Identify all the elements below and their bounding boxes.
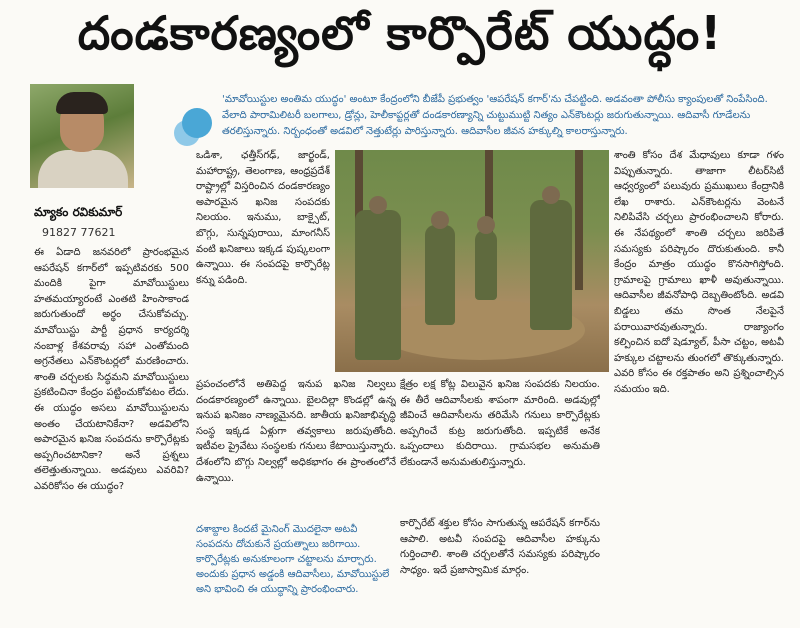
author-name: మ్యాకం రవికుమార్ — [34, 205, 123, 219]
article-column-5 — [614, 148, 784, 618]
article-column-2 — [196, 148, 330, 368]
soldiers-photo — [335, 150, 609, 372]
article-text: క్షేత్రం లక్ష కోట్ల విలువైన ఖనిజ సంపదకు నిలయం. ఈ తీరే ఆదివాసీలకు శాపంగా మారింది. అడవుల్లో జీవించే ఆదివాసీలను తరిమేసి గనులు కార్పొరేట్లకు అప్పగించే కుట్ర జరుగుతోంది. ఇప్పటికే అనేక ఒప్పందాలు కుదిరాయి. గ్రామసభల అనుమతి లేకుండానే అనుమతులిస్తున్నారు. — [400, 379, 600, 468]
article-text: ఈ ఏడాది జనవరిలో ప్రారంభమైన ఆపరేషన్ కగార్‌లో ఇప్పటివరకు 500 మందికి పైగా మావోయిస్టులు హతమయ్యారంటే ఎంతటి హింసాకాండ జరుగుతుందో అర్థం చేసుకోవచ్చు. మావోయిస్టు పార్టీ ప్రధాన కార్యదర్శి నంబాళ్ల కేశవరావు సహా ఎంతోమంది అగ్రనేతలు ఎన్‌కౌంటర్లలో మరణించారు. శాంతి చర్చలకు సిద్ధమని మావోయిస్టులు ప్రకటించినా కేంద్రం పట్టించుకోవటం లేదు. ఈ యుద్ధం అసలు మావోయిస్టులను అంతం చేయటానికేనా? అడవిలోని అపారమైన ఖనిజ సంపదను కార్పొరేట్లకు అప్పగించటానికా? అనే ప్రశ్నలు తలెత్తుతున్నాయి. అడవులు ఎవరివి? ఎవరికోసం ఈ యుద్ధం? — [34, 247, 189, 492]
author-phone: 91827 77621 — [42, 226, 116, 239]
article-column-3 — [196, 377, 396, 515]
lead-bubble-icon — [182, 108, 212, 138]
article-column-1 — [34, 245, 189, 617]
article-text: ఒడిశా, ఛత్తీస్‌గఢ్, జార్ఖండ్, మహారాష్ట్ర, తెలంగాణ, ఆంధ్రప్రదేశ్ రాష్ట్రాల్లో విస్తరించిన దండకారణ్యం అపారమైన ఖనిజ సంపదకు నిలయం. ఇనుము, బాక్సైట్, బొగ్గు, సున్నపురాయి, మాంగనీస్ వంటి ఖనిజాలు ఇక్కడ పుష్కలంగా ఉన్నాయి. ఈ సంపదపై కార్పొరేట్ల కన్ను పడింది. — [196, 150, 330, 286]
headline: దండకారణ్యంలో కార్పొరేట్ యుద్ధం! — [77, 6, 723, 60]
lead-paragraph: 'మావోయిస్టుల అంతిమ యుద్ధం' అంటూ కేంద్రంలోని బీజేపీ ప్రభుత్వం 'ఆపరేషన్ కగార్'ను చేపట్టింది. అడవంతా పోలీసు క్యాంపులతో నింపేసింది. వేలాది పారామిలిటరీ బలగాలు, డ్రోన్లు, హెలీకాప్టర్లతో దండకారణ్యాన్ని చుట్టుముట్టి నిత్యం ఎన్‌కౌంటర్లు జరుగుతున్నాయి. ఆదివాసీ గూడేలను తరలిస్తున్నారు. నిర్బంధంతో అడవిలో నెత్తుటేర్లు పారిస్తున్నారు. ఆదివాసీల జీవన హక్కుల్ని కాలరాస్తున్నారు. — [222, 94, 768, 137]
article-column-4 — [400, 377, 600, 515]
article-text: కార్పొరేట్ శక్తుల కోసం సాగుతున్న ఆపరేషన్ కగార్‌ను ఆపాలి. అటవీ సంపదపై ఆదివాసీల హక్కును గుర్తించాలి. శాంతి చర్చలతోనే సమస్యకు పరిష్కారం సాధ్యం. ఇదే ప్రజాస్వామిక మార్గం. — [400, 518, 600, 576]
photo-caption: దశాబ్దాల కిందటే మైనింగ్ మొదలైనా అటవీ సంపదను దోచుకునే ప్రయత్నాలు జరిగాయి. కార్పొరేట్లకు అనుకూలంగా చట్టాలను మార్చారు. అందుకు ప్రధాన అడ్డంకి ఆదివాసీలు, మావోయిస్టులే అని భావించి ఈ యుద్ధాన్ని ప్రారంభించారు. — [196, 524, 390, 595]
article-text: శాంతి కోసం దేశ మేధావులు కూడా గళం విప్పుతున్నారు. తాజాగా లీటర్‌సిటీ ఆధ్వర్యంలో పలువురు ప్రముఖులు కేంద్రానికి లేఖ రాశారు. ఎన్‌కౌంటర్లను వెంటనే నిలిపివేసి చర్చలు ప్రారంభించాలని కోరారు. ఈ నేపథ్యంలో శాంతి చర్చలు జరిపితే సమస్యకు పరిష్కారం దొరుకుతుంది. కానీ కేంద్రం మాత్రం యుద్ధం కొనసాగిస్తోంది. గ్రామాలపై గ్రామాలు ఖాళీ అవుతున్నాయి. ఆదివాసీల జీవనోపాధి దెబ్బతింటోంది. అడవి బిడ్డలు తమ సొంత నేలపైనే పరాయివారవుతున్నారు. రాజ్యాంగం కల్పించిన ఐదో షెడ్యూల్, పీసా చట్టం, అటవీ హక్కుల చట్టాలను తుంగలో తొక్కుతున్నారు. ఎవరి కోసం ఈ రక్తపాతం అని ప్రశ్నించాల్సిన సమయం ఇది. — [614, 150, 784, 395]
author-photo — [30, 84, 134, 188]
article-text: ప్రపంచంలోనే అతిపెద్ద ఇనుప ఖనిజ నిల్వలు దండకారణ్యంలో ఉన్నాయి. బైలదిల్లా కొండల్లో ఉన్న ఇనుప ఖనిజం నాణ్యమైనది. జాతీయ ఖనిజాభివృద్ధి సంస్థ ఇక్కడ ఏళ్లుగా తవ్వకాలు జరుపుతోంది. ఇటీవల ప్రైవేటు సంస్థలకు గనులు కేటాయిస్తున్నారు. దేశంలోని బొగ్గు నిల్వల్లో అధికభాగం ఈ ప్రాంతంలోనే ఉన్నాయి. — [196, 379, 396, 484]
article-column-6 — [400, 516, 600, 616]
